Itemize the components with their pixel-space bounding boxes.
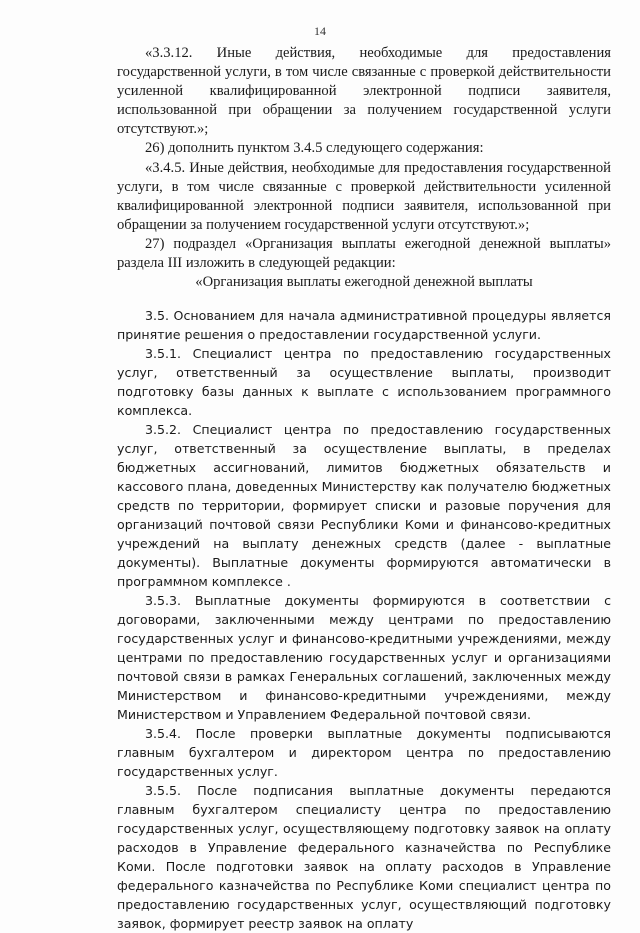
page-number: 14 — [314, 24, 326, 38]
paragraph-item-27: 27) подраздел «Организация выплаты ежегодной денежной выплаты» раздела III изложить в следующей редакции: — [117, 235, 611, 272]
paragraph-3-5: 3.5. Основанием для начала административной процедуры является принятие решения о предоставлении государственной услуги. — [117, 308, 611, 342]
paragraph-3-5-1: 3.5.1. Специалист центра по предоставлению государственных услуг, ответственный за осуществление выплаты, производит подготовку базы данных к выплате с использованием программного комплекса. — [117, 346, 611, 418]
paragraph-3-4-5: «3.4.5. Иные действия, необходимые для предоставления государственной услуги, в том числе связанные с проверкой действительности усиленной квалифицированной электронной подписи заявителя, использованной при обращении за получением государственной услуги отсутствуют.»; — [117, 159, 611, 233]
paragraph-item-26: 26) дополнить пунктом 3.4.5 следующего содержания: — [145, 140, 484, 157]
subsection-body — [117, 306, 611, 933]
subsection-heading: «Организация выплаты ежегодной денежной выплаты — [195, 274, 533, 291]
paragraph-3-5-4: 3.5.4. После проверки выплатные документы подписываются главным бухгалтером и директором центра по предоставлению государственных услуг. — [117, 726, 611, 779]
paragraph-3-5-2: 3.5.2. Специалист центра по предоставлению государственных услуг, ответственный за осуществление выплаты, в пределах бюджетных ассигнований, лимитов бюджетных обязательств и кассового плана, доведенных Министерству как получателю бюджетных средств по территории, формирует списки и разовые поручения для организаций почтовой связи Республики Коми и финансово-кредитных учреждений на выплату денежных средств (далее - выплатные документы). Выплатные документы формируются автоматически в программном комплексе . — [117, 422, 611, 589]
paragraph-3-5-3: 3.5.3. Выплатные документы формируются в соответствии с договорами, заключенными между центрами по предоставлению государственных услуг и финансово-кредитными учреждениями, между центрами по предоставлению государственных услуг и организациями почтовой связи в рамках Генеральных соглашений, заключенных между Министерством и финансово-кредитными учреждениями, между Министерством и Управлением Федеральной почтовой связи. — [117, 593, 611, 722]
amendment-text — [117, 44, 611, 292]
paragraph-3-3-12: «3.3.12. Иные действия, необходимые для предоставления государственной услуги, в том числе связанные с проверкой действительности усиленной квалифицированной электронной подписи заявителя, использованной при обращении за получением государственной услуги отсутствуют.»; — [117, 45, 611, 138]
paragraph-3-5-5: 3.5.5. После подписания выплатные документы передаются главным бухгалтером специалисту центра по предоставлению государственных услуг, осуществляющему подготовку заявок на оплату расходов в Управление федерального казначейства по Республике Коми. После подготовки заявок на оплату расходов в Управление федерального казначейства по Республике Коми специалист центра по предоставлению государственных услуг, осуществляющий подготовку заявок, формирует реестр заявок на оплату — [117, 783, 611, 931]
